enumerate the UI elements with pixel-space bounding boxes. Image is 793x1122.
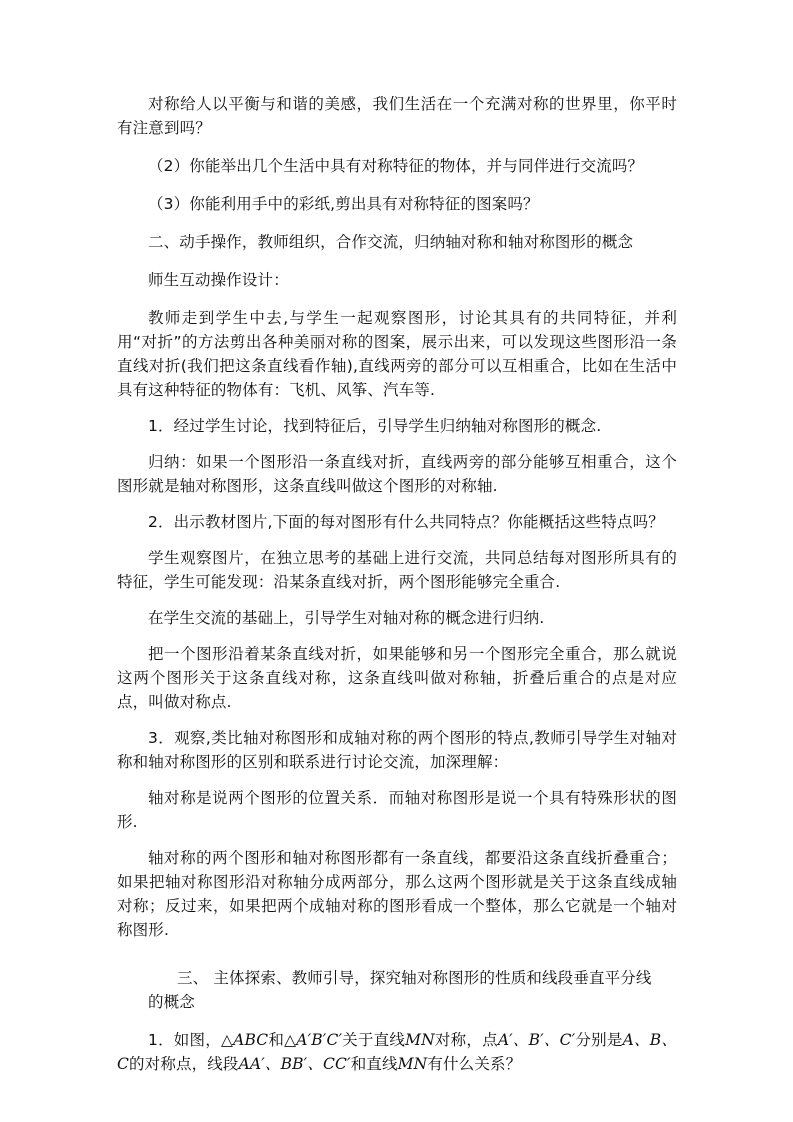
question-2: （2）你能举出几个生活中具有对称特征的物体，并与同伴进行交流吗？ (148, 157, 644, 175)
observation-paragraph: 学生观察图片，在独立思考的基础上进行交流，共同总结每对图形所具有的特征，学生可能发现：沿某条直线对折，两个图形能够完全重合. (117, 549, 677, 591)
section-3-line-1: 三、 主体探索、教师引导，探究轴对称图形的性质和线段垂直平分线 (177, 969, 652, 987)
question-3: （3）你能利用手中的彩纸,剪出具有对称特征的图案吗？ (148, 195, 539, 213)
guide-paragraph: 在学生交流的基础上，引导学生对轴对称的概念进行归纳. (148, 609, 545, 627)
both-paragraph: 轴对称的两个图形和轴对称图形都有一条直线，都要沿这条直线折叠重合；如果把轴对称图形沿对称轴分成两部分，那么这两个图形就是关于这条直线成轴对称；反过来，如果把两个成轴对称的图形看成一个整体，那么它就是一个轴对称图形. (117, 849, 677, 939)
fq-line-mn-2: MN (397, 1055, 428, 1073)
fq-segments: AA′、BB′、CC′ (238, 1055, 351, 1073)
section-3-line-2: 的概念 (148, 993, 195, 1011)
definition-paragraph: 把一个图形沿着某条直线对折，如果能够和另一个图形完全重合，那么就说这两个图形关于这条直线对称，这条直线叫做对称轴，折叠后重合的点是对应点，叫做对称点. (117, 645, 677, 711)
intro-paragraph: 对称给人以平衡与和谐的美感，我们生活在一个充满对称的世界里，你平时有注意到吗？ (117, 95, 677, 137)
document-page (117, 92, 677, 1076)
fq-prefix: 1．如图， (148, 1031, 221, 1049)
fq-triangle-abc: △ABC (220, 1031, 269, 1049)
design-label: 师生互动操作设计： (148, 271, 289, 289)
fq-with-line: 和直线 (350, 1055, 398, 1073)
fq-points-prime: A′、B′、C′ (497, 1031, 576, 1049)
section-3-heading (117, 966, 677, 1014)
teacher-activity-paragraph: 教师走到学生中去,与学生一起观察图形，讨论其具有的共同特征，并利用“对折”的方法剪出各种美丽对称的图案，展示出来，可以发现这些图形沿一条直线对折(我们把这条直线看作轴),直线两旁的部分可以互相重合，比如在生活中具有这种特征的物体有：飞机、风筝、汽车等. (117, 309, 677, 399)
fq-respectively: 分别是 (575, 1031, 623, 1049)
induction-paragraph: 归纳：如果一个图形沿一条直线对折，直线两旁的部分能够互相重合，这个图形就是轴对称图形，这条直线叫做这个图形的对称轴. (117, 453, 677, 495)
fq-triangle-abc-prime: △A′B′C′ (284, 1031, 343, 1049)
fq-points: A、B、C (117, 1031, 677, 1073)
section-2-heading: 二、动手操作，教师组织，合作交流，归纳轴对称和轴对称图形的概念 (148, 233, 634, 251)
fq-symmetric: 对称，点 (434, 1031, 498, 1049)
fq-mid: 的对称点，线段 (129, 1055, 239, 1073)
step-3: 3．观察,类比轴对称图形和成轴对称的两个图形的特点,教师引导学生对轴对称和轴对称图形的区别和联系进行讨论交流，加深理解： (117, 729, 677, 771)
step-1: 1．经过学生讨论，找到特征后，引导学生归纳轴对称图形的概念. (148, 417, 602, 435)
step-2: 2．出示教材图片,下面的每对图形有什么共同特点？你能概括这些特点吗？ (148, 513, 664, 531)
fq-line-mn: MN (405, 1031, 435, 1049)
final-question (117, 1028, 677, 1076)
fq-and: 和 (268, 1031, 285, 1049)
fq-about: 关于直线 (342, 1031, 406, 1049)
fq-end: 有什么关系？ (427, 1055, 522, 1073)
relation-paragraph: 轴对称是说两个图形的位置关系．而轴对称图形是说一个具有特殊形状的图形. (117, 789, 677, 831)
